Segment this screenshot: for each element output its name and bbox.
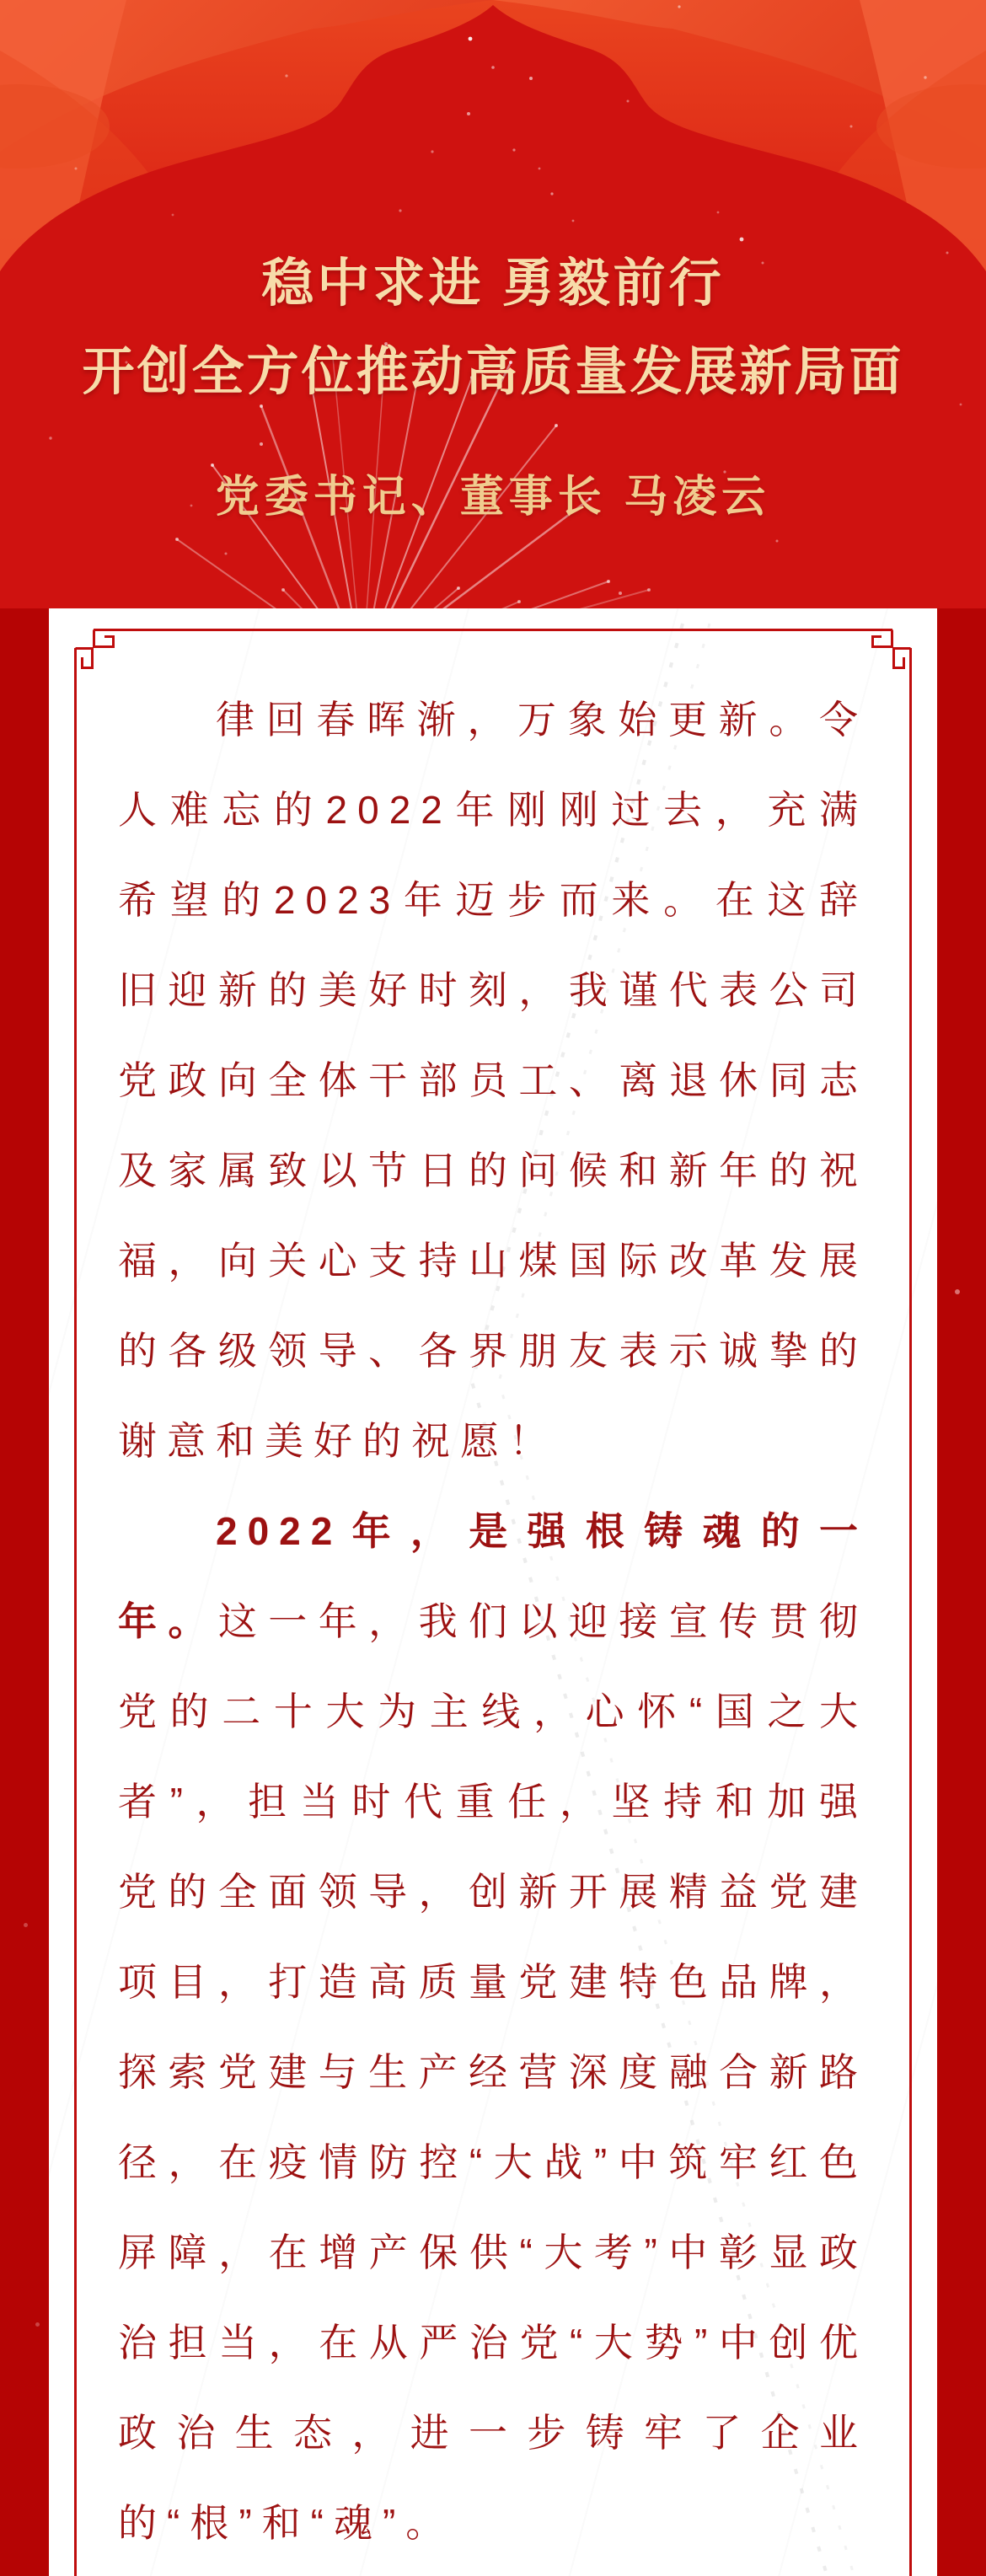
article-card xyxy=(49,608,937,2576)
frame-corner-ornament-right xyxy=(861,608,937,684)
article-text: 律回春晖渐，万象始更新。令人难忘的2022年刚刚过去，充满希望的2023年迈步而来。在这辞旧迎新的美好时刻，我谨代表公司党政向全体干部员工、离退休同志及家属致以节日的问候和新年的祝福，向关心支持山煤国际改革发展的各级领导、各界朋友表示诚挚的谢意和美好的祝愿！ xyxy=(118,698,868,1463)
margin-sparkle xyxy=(24,1923,28,1927)
margin-sparkle xyxy=(35,2322,40,2327)
frame-left-line xyxy=(74,648,77,2576)
article-paragraph xyxy=(118,1486,868,2568)
frame-top-line xyxy=(94,629,892,631)
byline: 党委书记、董事长 马凌云 xyxy=(215,473,771,522)
frame-corner-ornament-left xyxy=(49,608,125,684)
page-title-line2: 开创全方位推动高质量发展新局面 xyxy=(82,342,904,401)
hero-banner xyxy=(0,0,986,608)
article-text-bold: 2022年，是强根铸魂的一年。 xyxy=(118,1509,868,1643)
article-paragraph xyxy=(118,675,868,1486)
margin-sparkle xyxy=(955,1289,960,1294)
content-area xyxy=(0,608,986,2576)
frame-right-line xyxy=(909,648,912,2576)
article-body xyxy=(118,675,868,2568)
page-title-line1: 稳中求进 勇毅前行 xyxy=(261,254,725,313)
article-text: 这一年，我们以迎接宣传贯彻党的二十大为主线，心怀“国之大者”，担当时代重任，坚持和加强党的全面领导，创新开展精益党建项目，打造高质量党建特色品牌，探索党建与生产经营深度融合新路径，在疫情防控“大战”中筑牢红色屏障，在增产保供“大考”中彰显政治担当，在从严治党“大势”中创优政治生态，进一步铸牢了企业的“根”和“魂”。 xyxy=(118,1599,869,2545)
